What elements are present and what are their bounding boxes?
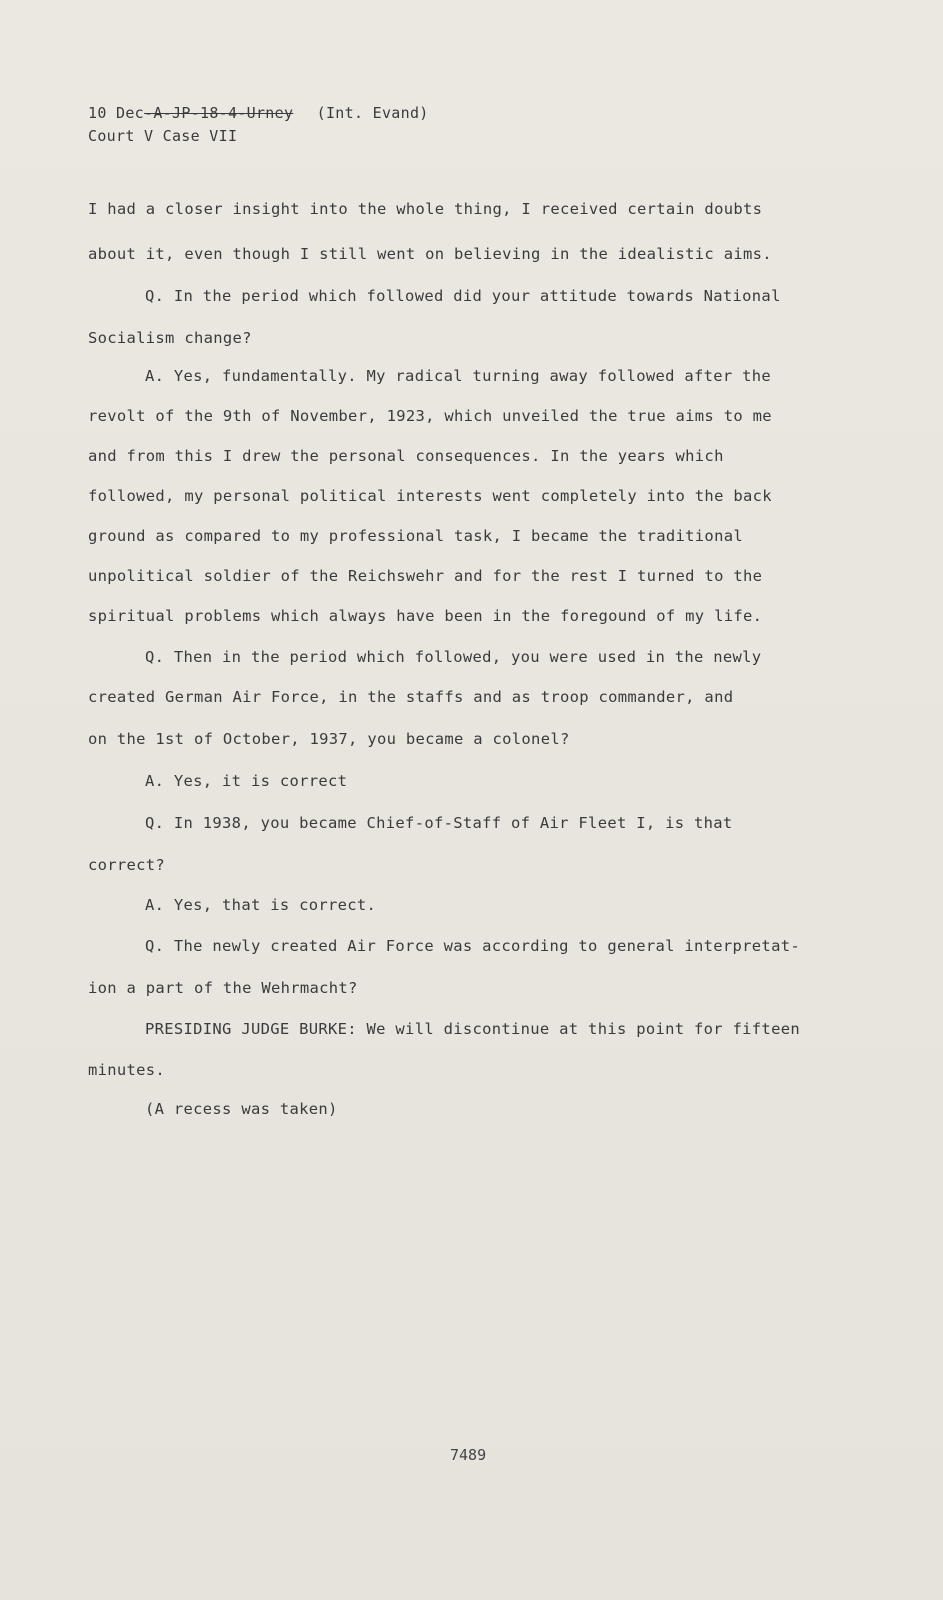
answer-line: A. Yes, it is correct bbox=[145, 772, 348, 790]
header-struck-code: -A-JP-18-4-Urney bbox=[144, 104, 294, 122]
header-line-2: Court V Case VII bbox=[88, 127, 238, 145]
answer-line: A. Yes, that is correct. bbox=[145, 896, 377, 914]
answer-line: A. Yes, fundamentally. My radical turning away followed after the bbox=[145, 367, 772, 385]
recess-note: (A recess was taken) bbox=[145, 1100, 338, 1118]
body-line: created German Air Force, in the staffs and as troop commander, and bbox=[88, 688, 734, 706]
question-line: Q. In 1938, you became Chief-of-Staff of Air Fleet I, is that bbox=[145, 814, 733, 832]
body-line: revolt of the 9th of November, 1923, which unveiled the true aims to me bbox=[88, 407, 772, 425]
header-interpreter: (Int. Evand) bbox=[316, 104, 429, 122]
question-line: Q. Then in the period which followed, you were used in the newly bbox=[145, 648, 762, 666]
body-line: unpolitical soldier of the Reichswehr and for the rest I turned to the bbox=[88, 567, 763, 585]
judge-statement-line: PRESIDING JUDGE BURKE: We will discontinue at this point for fifteen bbox=[145, 1020, 800, 1038]
header-date: 10 Dec bbox=[88, 104, 144, 122]
body-line: correct? bbox=[88, 856, 166, 874]
body-line: spiritual problems which always have been in the foregound of my life. bbox=[88, 607, 763, 625]
body-line: and from this I drew the personal consequences. In the years which bbox=[88, 447, 724, 465]
body-line: Socialism change? bbox=[88, 329, 252, 347]
page-number: 7489 bbox=[450, 1446, 487, 1464]
body-line: ground as compared to my professional task, I became the traditional bbox=[88, 527, 743, 545]
question-line: Q. The newly created Air Force was according to general interpretat- bbox=[145, 937, 800, 955]
body-line: on the 1st of October, 1937, you became a colonel? bbox=[88, 730, 570, 748]
body-line: followed, my personal political interests went completely into the back bbox=[88, 487, 772, 505]
body-line: minutes. bbox=[88, 1061, 166, 1079]
question-line: Q. In the period which followed did your attitude towards National bbox=[145, 287, 781, 305]
body-line: about it, even though I still went on believing in the idealistic aims. bbox=[88, 245, 772, 263]
body-line: I had a closer insight into the whole thing, I received certain doubts bbox=[88, 200, 763, 218]
body-line: ion a part of the Wehrmacht? bbox=[88, 979, 358, 997]
header-line-1 bbox=[88, 104, 429, 122]
